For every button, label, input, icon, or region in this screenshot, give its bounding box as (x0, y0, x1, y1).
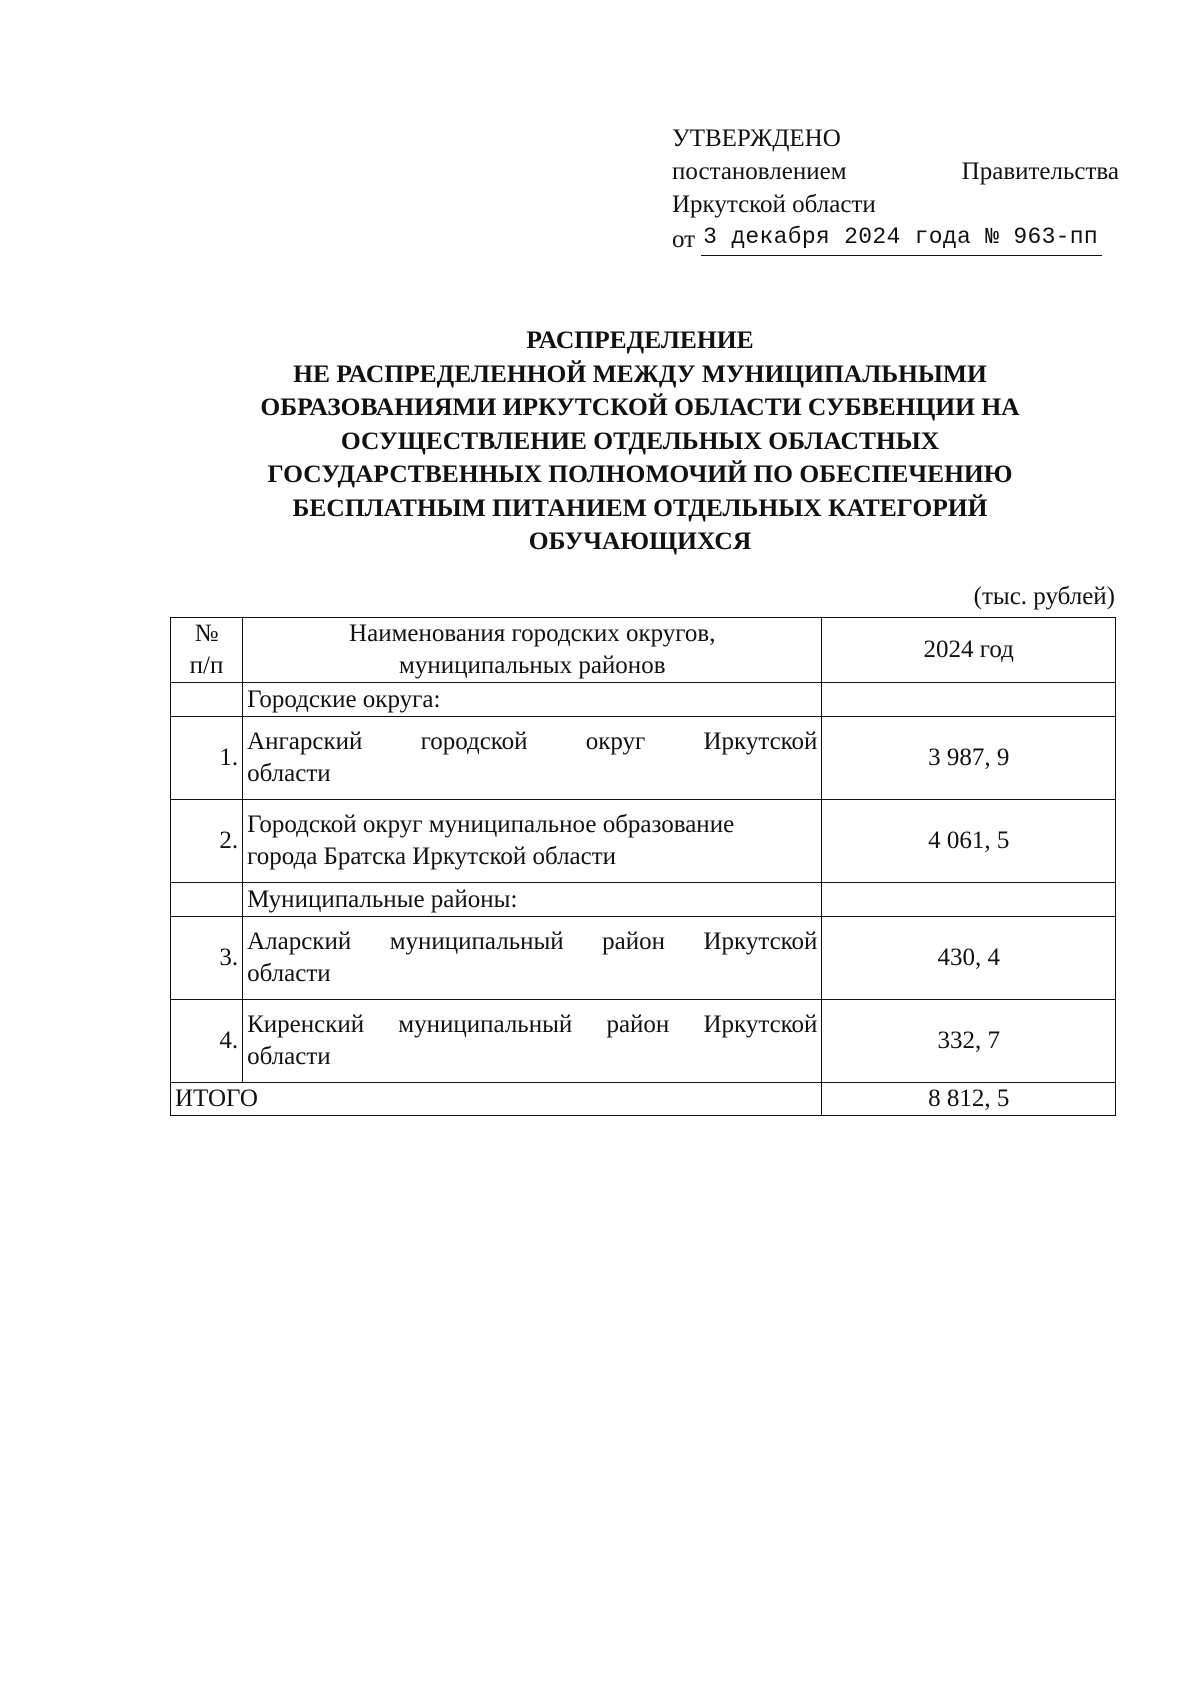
row-number: 1. (171, 717, 243, 800)
section-row-municipal (171, 883, 1116, 917)
approval-heading: УТВЕРЖДЕНО (672, 125, 841, 152)
title-line: ОСУЩЕСТВЛЕНИЕ ОТДЕЛЬНЫХ ОБЛАСТНЫХ (340, 425, 940, 455)
row-name-line2: области (247, 960, 331, 987)
approval-issuer-line (672, 155, 1119, 188)
row-name (243, 800, 822, 883)
row-name-line1 (247, 1009, 817, 1041)
row-name-word: Иркутской (703, 928, 818, 955)
approval-date-prefix: от (672, 226, 696, 253)
row-number: 3. (171, 917, 243, 1000)
header-number-line2: п/п (189, 652, 224, 679)
table-row (171, 1000, 1116, 1083)
row-name-line2: области (247, 760, 331, 787)
row-name-word: Ангарский (247, 728, 363, 755)
row-name-word: Иркутской (703, 1011, 818, 1038)
header-number (171, 618, 243, 683)
row-name-word: муниципальный (389, 928, 564, 955)
table-row (171, 717, 1116, 800)
empty-cell (171, 683, 243, 717)
title-line: ОБРАЗОВАНИЯМИ ИРКУТСКОЙ ОБЛАСТИ СУБВЕНЦИИ НА (260, 392, 1020, 421)
header-name (243, 618, 822, 683)
title-line: БЕСПЛАТНЫМ ПИТАНИЕМ ОТДЕЛЬНЫХ КАТЕГОРИЙ (292, 492, 988, 522)
row-name-word: Иркутской (703, 728, 818, 755)
approval-region: Иркутской области (672, 191, 876, 218)
approval-issuer-word1: постановлением (672, 158, 847, 185)
row-name-word: городской (420, 728, 528, 755)
row-name-word: район (606, 1011, 670, 1038)
units-label: (тыс. рублей) (973, 583, 1115, 610)
total-label: ИТОГО (171, 1083, 822, 1116)
row-name-word: Киренский (247, 1011, 365, 1038)
section-row-urban (171, 683, 1116, 717)
row-name (243, 917, 822, 1000)
total-row (171, 1083, 1116, 1116)
title-line: РАСПРЕДЕЛЕНИЕ (526, 325, 754, 354)
row-value: 332, 7 (822, 1000, 1116, 1083)
row-value: 4 061, 5 (822, 800, 1116, 883)
title-line: НЕ РАСПРЕДЕЛЕННОЙ МЕЖДУ МУНИЦИПАЛЬНЫМИ (293, 358, 987, 388)
approval-issuer-word2: Правительства (961, 158, 1119, 185)
total-value: 8 812, 5 (822, 1083, 1116, 1116)
section-label-municipal: Муниципальные районы: (243, 883, 822, 917)
header-year: 2024 год (822, 618, 1116, 683)
header-number-line1: № (194, 620, 219, 647)
title-line: ГОСУДАРСТВЕННЫХ ПОЛНОМОЧИЙ ПО ОБЕСПЕЧЕНИЮ (267, 459, 1013, 488)
distribution-table (170, 617, 1116, 1116)
row-name-word: Аларский (247, 928, 352, 955)
row-value: 3 987, 9 (822, 717, 1116, 800)
row-name-line1 (247, 726, 817, 758)
empty-cell (822, 683, 1116, 717)
title-line: ОБУЧАЮЩИХСЯ (528, 526, 752, 555)
row-name-line1: Городской округ муниципальное образование (247, 811, 735, 838)
document-title (150, 323, 1130, 558)
approval-block (672, 122, 1119, 256)
table-header-row (171, 618, 1116, 683)
header-name-line1: Наименования городских округов, (349, 620, 716, 647)
row-name-word: муниципальный (398, 1011, 573, 1038)
row-name-line1 (247, 926, 817, 958)
approval-date-line (672, 221, 1119, 256)
table-row (171, 917, 1116, 1000)
approval-date-value: 3 декабря 2024 года № 963-пп (701, 221, 1102, 256)
row-name (243, 717, 822, 800)
row-number: 4. (171, 1000, 243, 1083)
empty-cell (822, 883, 1116, 917)
empty-cell (171, 883, 243, 917)
row-name-line2: области (247, 1043, 331, 1070)
row-value: 430, 4 (822, 917, 1116, 1000)
row-name-word: округ (585, 728, 646, 755)
row-number: 2. (171, 800, 243, 883)
header-name-line2: муниципальных районов (399, 652, 666, 679)
row-name-word: район (602, 928, 666, 955)
table-row (171, 800, 1116, 883)
row-name (243, 1000, 822, 1083)
row-name-line2: города Братска Иркутской области (247, 843, 617, 870)
section-label-urban: Городские округа: (243, 683, 822, 717)
